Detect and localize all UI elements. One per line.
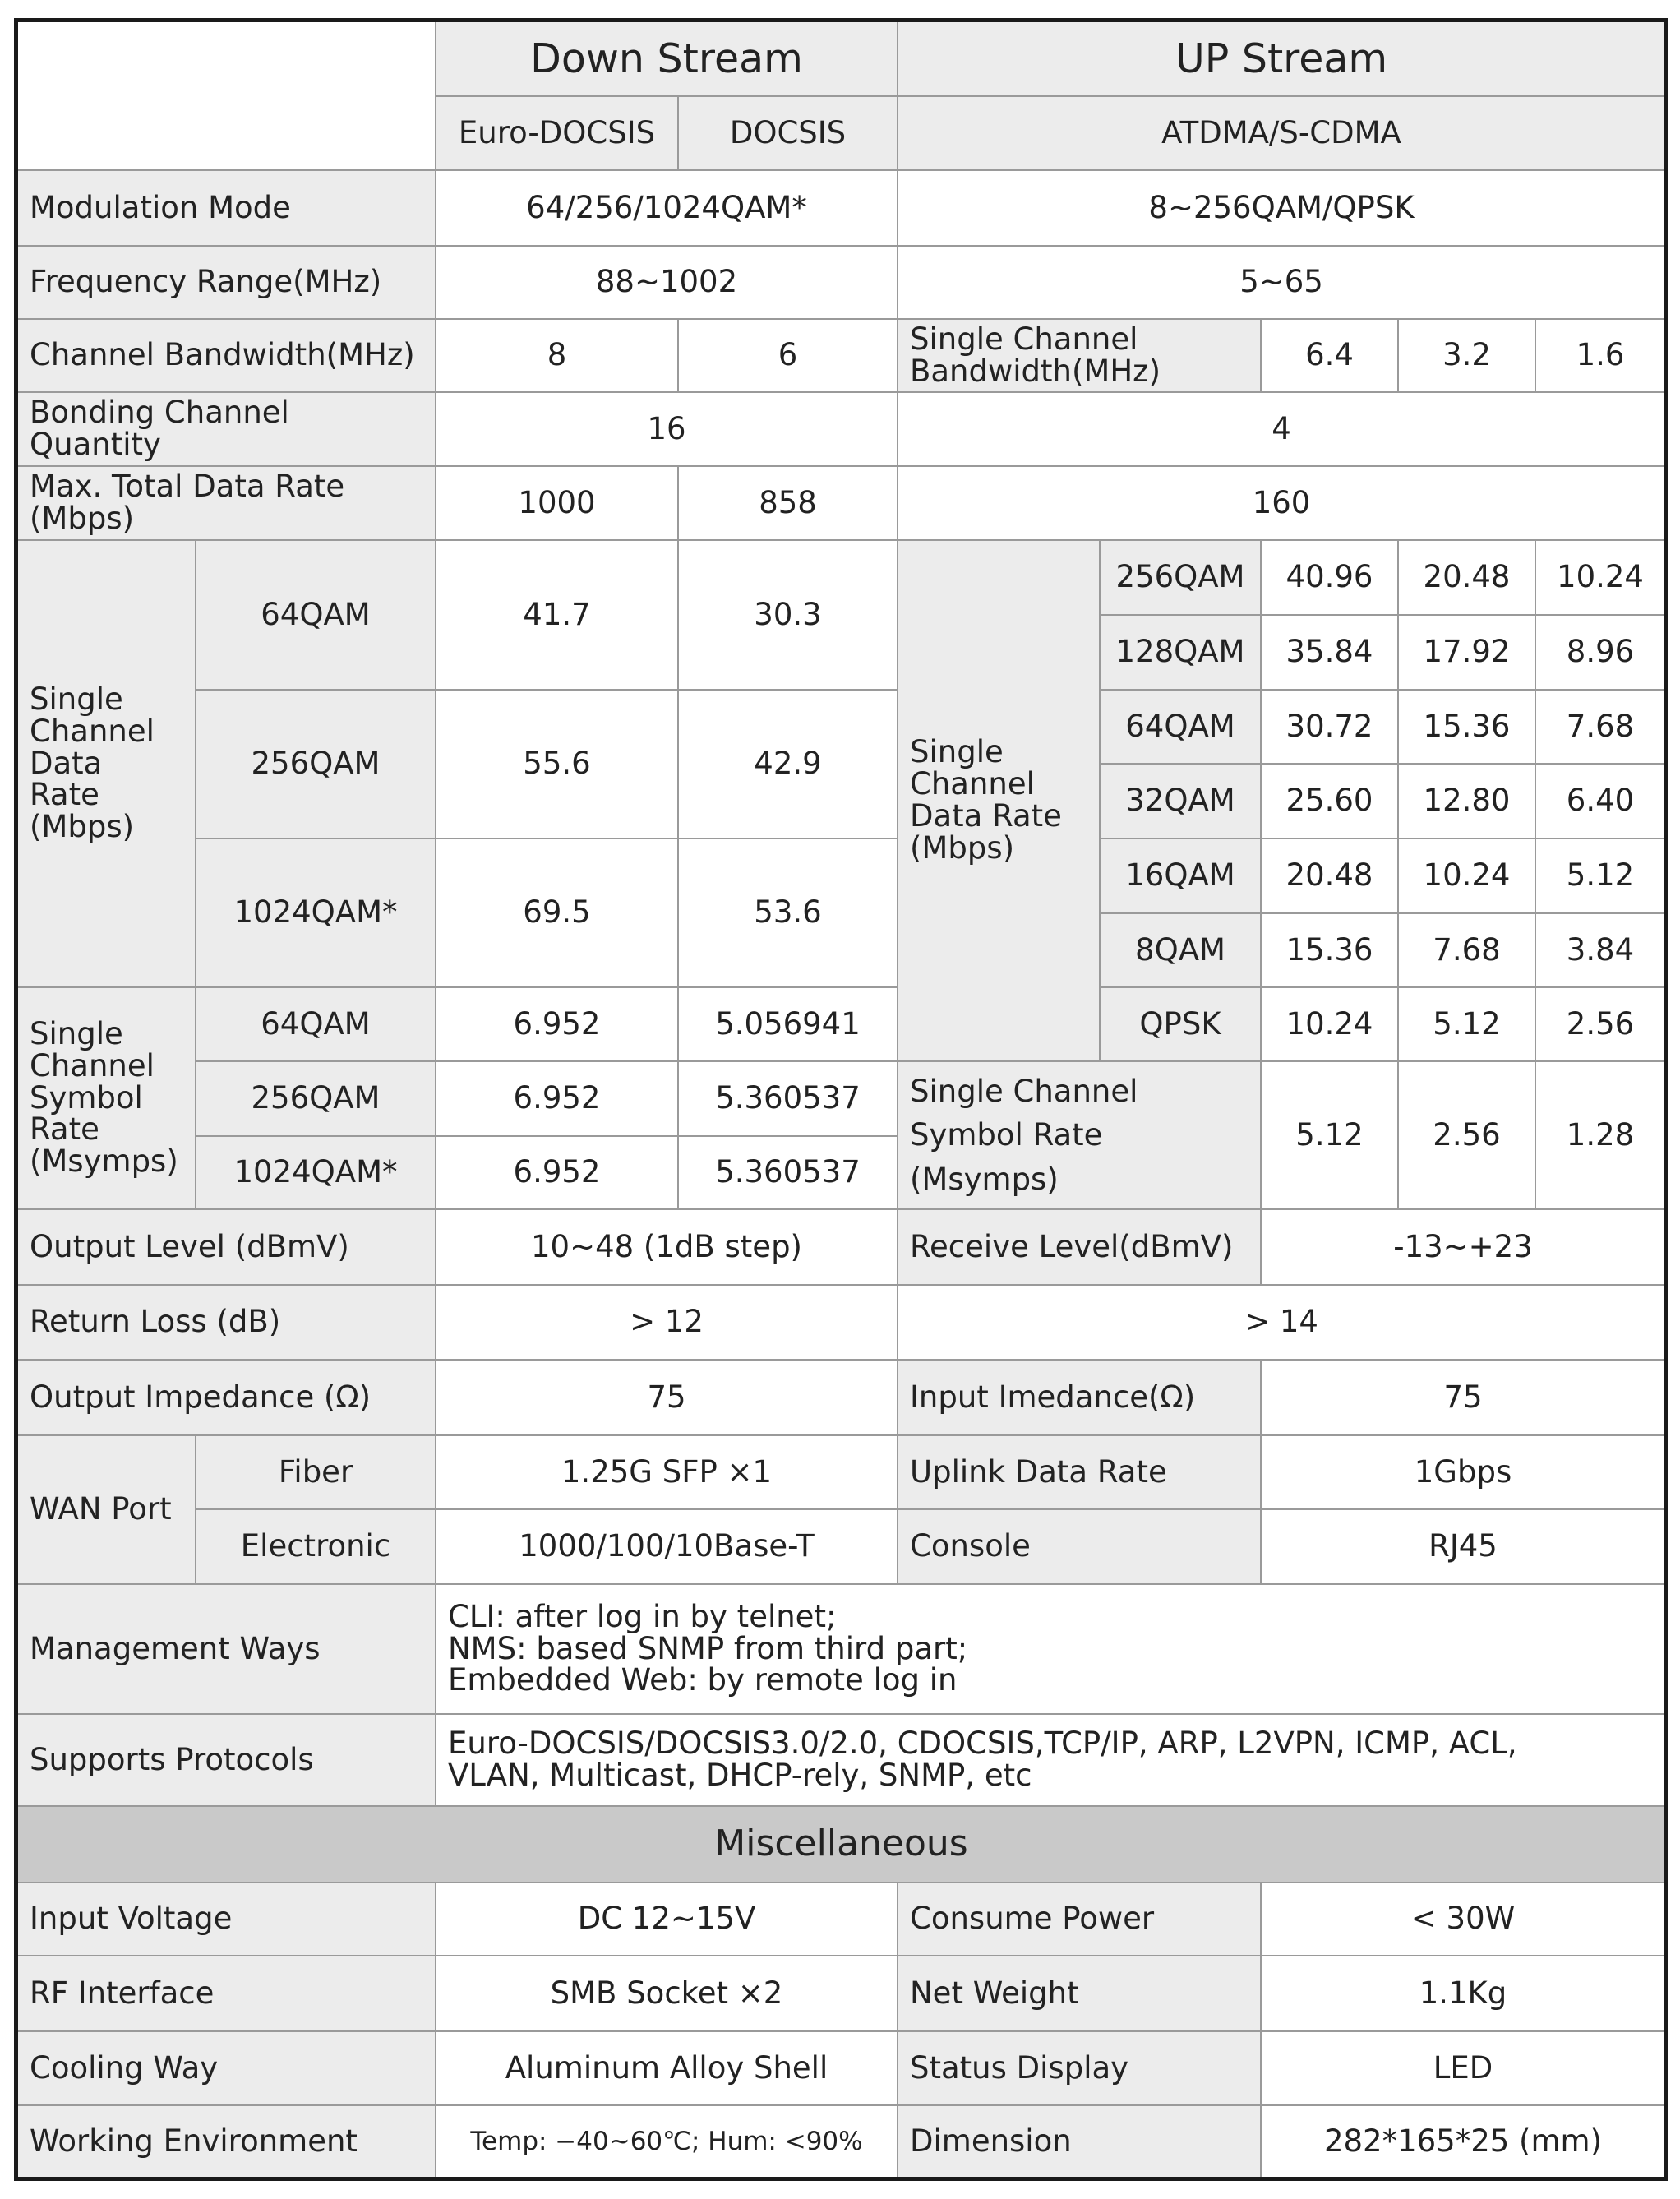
input-impedance-label: Input Imedance(Ω) <box>898 1361 1262 1436</box>
frequency-range-label: Frequency Range(MHz) <box>18 247 436 320</box>
modulation-mode-up: 8~256QAM/QPSK <box>898 171 1664 247</box>
corner-cell <box>18 22 436 171</box>
up-data-rate-value: 35.84 <box>1262 616 1399 691</box>
down-data-rate-mod: 1024QAM* <box>196 839 436 988</box>
single-channel-bandwidth-value: 6.4 <box>1262 320 1399 393</box>
input-impedance-value: 75 <box>1262 1361 1664 1436</box>
output-impedance-label: Output Impedance (Ω) <box>18 1361 436 1436</box>
modulation-mode-label: Modulation Mode <box>18 171 436 247</box>
up-data-rate-mod: 128QAM <box>1101 616 1262 691</box>
misc-label: Status Display <box>898 2032 1262 2106</box>
single-channel-bandwidth-label: Single Channel Bandwidth(MHz) <box>898 320 1262 393</box>
management-ways-value: CLI: after log in by telnet; NMS: based SNMP from third part; Embedded Web: by remote log in <box>436 1585 1664 1715</box>
euro-docsis-header: Euro-DOCSIS <box>436 97 679 171</box>
misc-value: Temp: −40~60℃; Hum: <90% <box>436 2106 898 2177</box>
up-data-rate-label: Single Channel Data Rate (Mbps) <box>898 541 1101 1062</box>
misc-label: Net Weight <box>898 1956 1262 2032</box>
single-channel-bandwidth-value: 3.2 <box>1399 320 1536 393</box>
wan-electronic-label: Electronic <box>196 1510 436 1585</box>
bonding-channel-down: 16 <box>436 393 898 467</box>
single-channel-bandwidth-value: 1.6 <box>1536 320 1664 393</box>
down-symbol-rate-docsis: 5.056941 <box>679 988 898 1062</box>
bonding-channel-label: Bonding Channel Quantity <box>18 393 436 467</box>
return-loss-label: Return Loss (dB) <box>18 1286 436 1361</box>
modulation-mode-down: 64/256/1024QAM* <box>436 171 898 247</box>
up-data-rate-value: 20.48 <box>1262 839 1399 914</box>
channel-bandwidth-euro: 8 <box>436 320 679 393</box>
down-data-rate-docsis: 30.3 <box>679 541 898 691</box>
up-data-rate-mod: 32QAM <box>1101 765 1262 839</box>
down-symbol-rate-mod: 64QAM <box>196 988 436 1062</box>
up-data-rate-value: 40.96 <box>1262 541 1399 616</box>
up-data-rate-value: 2.56 <box>1536 988 1664 1062</box>
down-symbol-rate-euro: 6.952 <box>436 1137 679 1210</box>
return-loss-down: > 12 <box>436 1286 898 1361</box>
output-impedance-value: 75 <box>436 1361 898 1436</box>
down-data-rate-docsis: 42.9 <box>679 691 898 839</box>
supports-protocols-label: Supports Protocols <box>18 1715 436 1807</box>
misc-label: RF Interface <box>18 1956 436 2032</box>
down-data-rate-label: Single Channel Data Rate (Mbps) <box>18 541 196 988</box>
down-symbol-rate-euro: 6.952 <box>436 988 679 1062</box>
max-total-rate-euro: 1000 <box>436 467 679 541</box>
channel-bandwidth-docsis: 6 <box>679 320 898 393</box>
up-data-rate-mod: 64QAM <box>1101 691 1262 765</box>
up-data-rate-value: 10.24 <box>1536 541 1664 616</box>
up-data-rate-value: 17.92 <box>1399 616 1536 691</box>
up-stream-header: UP Stream <box>898 22 1664 97</box>
return-loss-up: > 14 <box>898 1286 1664 1361</box>
down-data-rate-euro: 69.5 <box>436 839 679 988</box>
misc-value: LED <box>1262 2032 1664 2106</box>
down-stream-header: Down Stream <box>436 22 898 97</box>
max-total-rate-docsis: 858 <box>679 467 898 541</box>
misc-value: Aluminum Alloy Shell <box>436 2032 898 2106</box>
up-symbol-rate-value: 2.56 <box>1399 1062 1536 1210</box>
wan-fiber-label: Fiber <box>196 1436 436 1510</box>
down-symbol-rate-mod: 1024QAM* <box>196 1137 436 1210</box>
misc-value: < 30W <box>1262 1883 1664 1956</box>
frequency-range-down: 88~1002 <box>436 247 898 320</box>
up-data-rate-mod: QPSK <box>1101 988 1262 1062</box>
up-data-rate-mod: 8QAM <box>1101 914 1262 988</box>
channel-bandwidth-label: Channel Bandwidth(MHz) <box>18 320 436 393</box>
up-symbol-rate-value: 1.28 <box>1536 1062 1664 1210</box>
down-symbol-rate-docsis: 5.360537 <box>679 1137 898 1210</box>
up-data-rate-value: 20.48 <box>1399 541 1536 616</box>
console-value: RJ45 <box>1262 1510 1664 1585</box>
up-data-rate-value: 12.80 <box>1399 765 1536 839</box>
down-data-rate-mod: 64QAM <box>196 541 436 691</box>
misc-value: SMB Socket ×2 <box>436 1956 898 2032</box>
misc-label: Consume Power <box>898 1883 1262 1956</box>
up-data-rate-value: 8.96 <box>1536 616 1664 691</box>
misc-value: 1.1Kg <box>1262 1956 1664 2032</box>
miscellaneous-header: Miscellaneous <box>18 1807 1664 1883</box>
down-data-rate-euro: 41.7 <box>436 541 679 691</box>
up-data-rate-value: 5.12 <box>1399 988 1536 1062</box>
up-data-rate-mod: 16QAM <box>1101 839 1262 914</box>
max-total-rate-up: 160 <box>898 467 1664 541</box>
docsis-header: DOCSIS <box>679 97 898 171</box>
up-data-rate-value: 15.36 <box>1262 914 1399 988</box>
receive-level-value: -13~+23 <box>1262 1210 1664 1286</box>
down-symbol-rate-euro: 6.952 <box>436 1062 679 1137</box>
up-data-rate-mod: 256QAM <box>1101 541 1262 616</box>
uplink-data-rate-label: Uplink Data Rate <box>898 1436 1262 1510</box>
up-data-rate-value: 7.68 <box>1399 914 1536 988</box>
down-data-rate-docsis: 53.6 <box>679 839 898 988</box>
up-symbol-rate-label: Single Channel Symbol Rate (Msymps) <box>898 1062 1262 1210</box>
misc-value: DC 12~15V <box>436 1883 898 1956</box>
up-data-rate-value: 10.24 <box>1399 839 1536 914</box>
up-data-rate-value: 7.68 <box>1536 691 1664 765</box>
down-symbol-rate-label: Single Channel Symbol Rate (Msymps) <box>18 988 196 1210</box>
up-symbol-rate-value: 5.12 <box>1262 1062 1399 1210</box>
misc-value: 282*165*25 (mm) <box>1323 2123 1603 2159</box>
uplink-data-rate-value: 1Gbps <box>1262 1436 1664 1510</box>
down-data-rate-euro: 55.6 <box>436 691 679 839</box>
up-data-rate-value: 25.60 <box>1262 765 1399 839</box>
output-level-label: Output Level (dBmV) <box>18 1210 436 1286</box>
misc-label: Cooling Way <box>18 2032 436 2106</box>
misc-label: Working Environment <box>18 2106 436 2177</box>
wan-electronic-value: 1000/100/10Base-T <box>436 1510 898 1585</box>
atdma-header: ATDMA/S-CDMA <box>898 97 1664 171</box>
max-total-rate-label: Max. Total Data Rate (Mbps) <box>18 467 436 541</box>
output-level-value: 10~48 (1dB step) <box>436 1210 898 1286</box>
down-symbol-rate-docsis: 5.360537 <box>679 1062 898 1137</box>
frequency-range-up: 5~65 <box>898 247 1664 320</box>
misc-label: Input Voltage <box>18 1883 436 1956</box>
supports-protocols-value: Euro-DOCSIS/DOCSIS3.0/2.0, CDOCSIS,TCP/IP, ARP, L2VPN, ICMP, ACL, VLAN, Multicast, DHCP-rely, SNMP, etc <box>436 1715 1664 1807</box>
bonding-channel-up: 4 <box>898 393 1664 467</box>
up-data-rate-value: 3.84 <box>1536 914 1664 988</box>
management-ways-label: Management Ways <box>18 1585 436 1715</box>
wan-port-label: WAN Port <box>18 1436 196 1585</box>
up-data-rate-value: 15.36 <box>1399 691 1536 765</box>
up-data-rate-value: 30.72 <box>1262 691 1399 765</box>
receive-level-label: Receive Level(dBmV) <box>898 1210 1262 1286</box>
up-data-rate-value: 6.40 <box>1536 765 1664 839</box>
wan-fiber-value: 1.25G SFP ×1 <box>436 1436 898 1510</box>
up-data-rate-value: 5.12 <box>1536 839 1664 914</box>
console-label: Console <box>898 1510 1262 1585</box>
up-data-rate-value: 10.24 <box>1262 988 1399 1062</box>
down-data-rate-mod: 256QAM <box>196 691 436 839</box>
misc-label: Dimension <box>898 2106 1262 2177</box>
spec-table <box>14 18 1668 2181</box>
down-symbol-rate-mod: 256QAM <box>196 1062 436 1137</box>
